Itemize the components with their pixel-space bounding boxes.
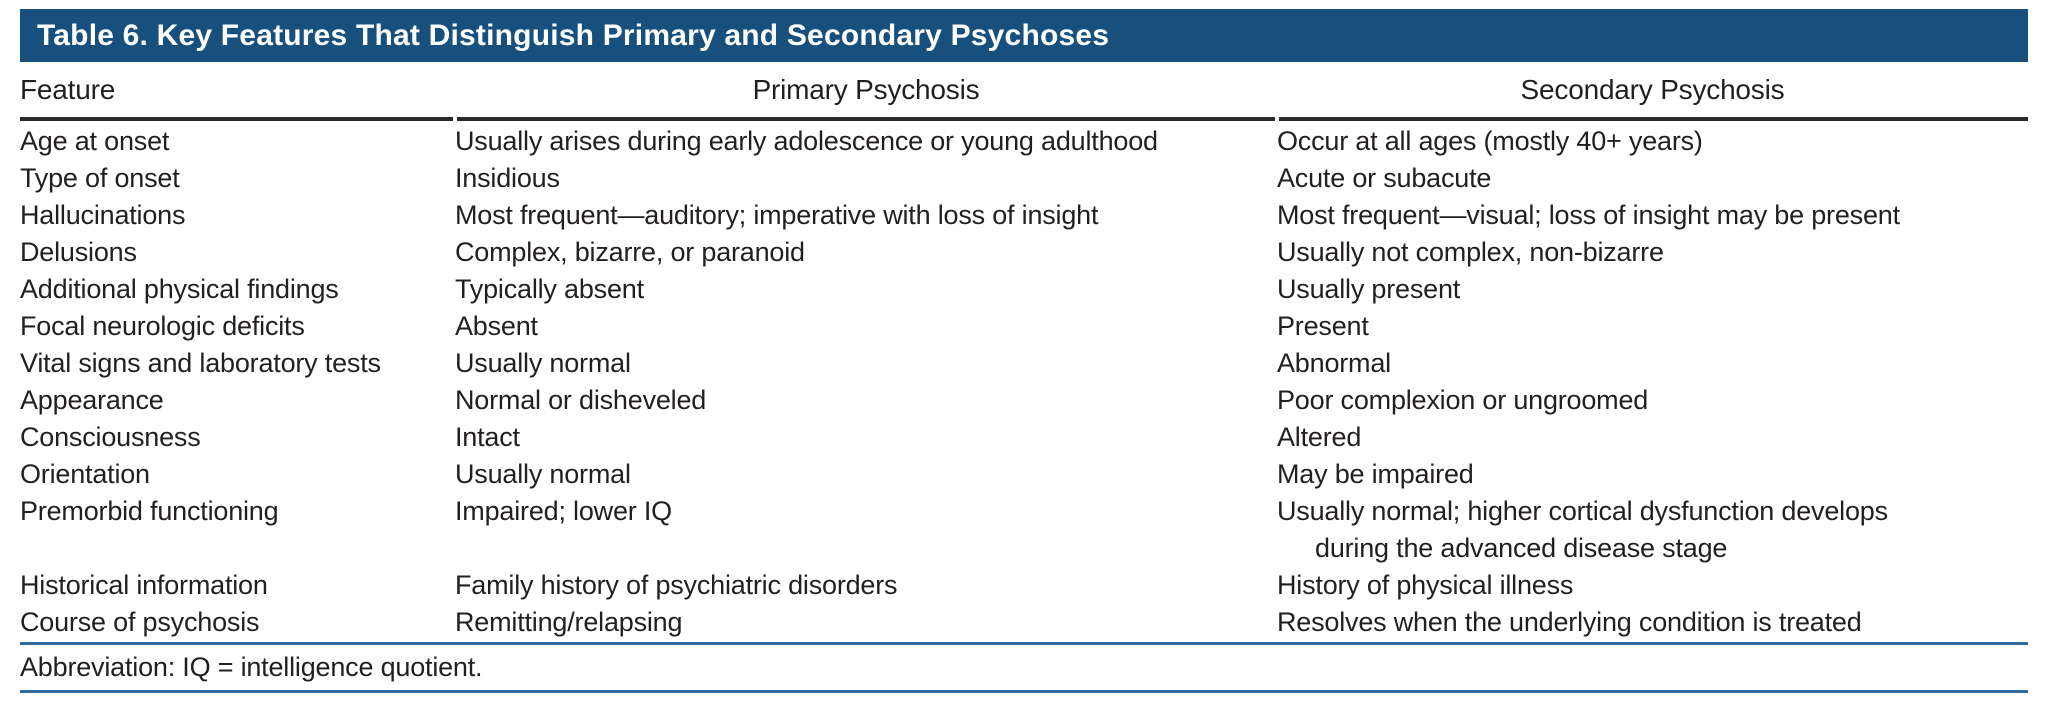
secondary-psychosis-cell: Abnormal: [1277, 348, 1391, 378]
table-row: [20, 308, 2028, 345]
primary-psychosis-cell: Insidious: [455, 163, 560, 193]
header-rule-segment: [457, 117, 1275, 121]
primary-psychosis-cell: Impaired; lower IQ: [455, 496, 672, 526]
table-title: Table 6. Key Features That Distinguish Primary and Secondary Psychoses: [37, 18, 1110, 52]
feature-cell: Orientation: [20, 459, 150, 489]
table-row: [20, 419, 2028, 456]
table-body: [20, 121, 2028, 641]
feature-cell: Premorbid functioning: [20, 496, 279, 526]
feature-cell: Age at onset: [20, 126, 170, 156]
primary-psychosis-cell: Absent: [455, 311, 538, 341]
feature-cell: Appearance: [20, 385, 164, 415]
feature-cell: Additional physical findings: [20, 274, 339, 304]
table-title-bar: [20, 9, 2028, 62]
column-header-feature: Feature: [20, 73, 116, 105]
primary-psychosis-cell: Usually normal: [455, 348, 631, 378]
secondary-psychosis-cell: Usually not complex, non-bizarre: [1277, 237, 1664, 267]
header-rule-segment: [20, 117, 453, 121]
primary-psychosis-cell: Intact: [455, 422, 520, 452]
table-row: [20, 345, 2028, 382]
column-header-primary-psychosis: Primary Psychosis: [752, 73, 980, 105]
table-row: [20, 567, 2028, 604]
table-row: [20, 382, 2028, 419]
feature-cell: Course of psychosis: [20, 607, 260, 637]
primary-psychosis-cell: Remitting/relapsing: [455, 607, 683, 637]
table-row: [20, 160, 2028, 197]
header-rule-segment: [1279, 117, 2028, 121]
feature-cell: Focal neurologic deficits: [20, 311, 305, 341]
table-row: [20, 123, 2028, 160]
table-row: [20, 234, 2028, 271]
column-header-row: [20, 62, 2028, 117]
wrapped-line: during the advanced disease stage: [1315, 533, 1728, 563]
primary-psychosis-cell: Most frequent—auditory; imperative with loss of insight: [455, 200, 1099, 230]
primary-psychosis-cell: Normal or disheveled: [455, 385, 707, 415]
secondary-psychosis-cell: Occur at all ages (mostly 40+ years): [1277, 126, 1703, 156]
feature-cell: Consciousness: [20, 422, 201, 452]
secondary-psychosis-cell: Most frequent—visual; loss of insight may be present: [1277, 200, 1900, 230]
feature-cell: Delusions: [20, 237, 137, 267]
feature-cell: Historical information: [20, 570, 268, 600]
column-header-secondary-psychosis: Secondary Psychosis: [1520, 73, 1785, 105]
secondary-psychosis-cell: Poor complexion or ungroomed: [1277, 385, 1649, 415]
secondary-psychosis-cell: Usually normal; higher cortical dysfunction develops during the advanced disease stage: [1277, 493, 2028, 567]
secondary-psychosis-cell: Present: [1277, 311, 1369, 341]
table-row: [20, 456, 2028, 493]
secondary-psychosis-cell: Altered: [1277, 422, 1362, 452]
primary-psychosis-cell: Typically absent: [455, 274, 644, 304]
table-row: [20, 604, 2028, 641]
table-row: [20, 493, 2028, 567]
figure-bottom-rule: [20, 690, 2028, 693]
feature-cell: Vital signs and laboratory tests: [20, 348, 381, 378]
secondary-psychosis-cell: May be impaired: [1277, 459, 1474, 489]
secondary-psychosis-cell: Acute or subacute: [1277, 163, 1492, 193]
table-row: [20, 197, 2028, 234]
secondary-psychosis-cell: Resolves when the underlying condition is treated: [1277, 607, 1862, 637]
secondary-psychosis-cell: History of physical illness: [1277, 570, 1574, 600]
primary-psychosis-cell: Family history of psychiatric disorders: [455, 570, 898, 600]
primary-psychosis-cell: Complex, bizarre, or paranoid: [455, 237, 805, 267]
feature-cell: Type of onset: [20, 163, 180, 193]
secondary-psychosis-cell: Usually present: [1277, 274, 1461, 304]
abbreviation-footnote: Abbreviation: IQ = intelligence quotient.: [20, 652, 483, 682]
primary-psychosis-cell: Usually arises during early adolescence or young adulthood: [455, 126, 1158, 156]
table-row: [20, 271, 2028, 308]
primary-psychosis-cell: Usually normal: [455, 459, 631, 489]
header-rule: [20, 117, 2028, 121]
feature-cell: Hallucinations: [20, 200, 186, 230]
